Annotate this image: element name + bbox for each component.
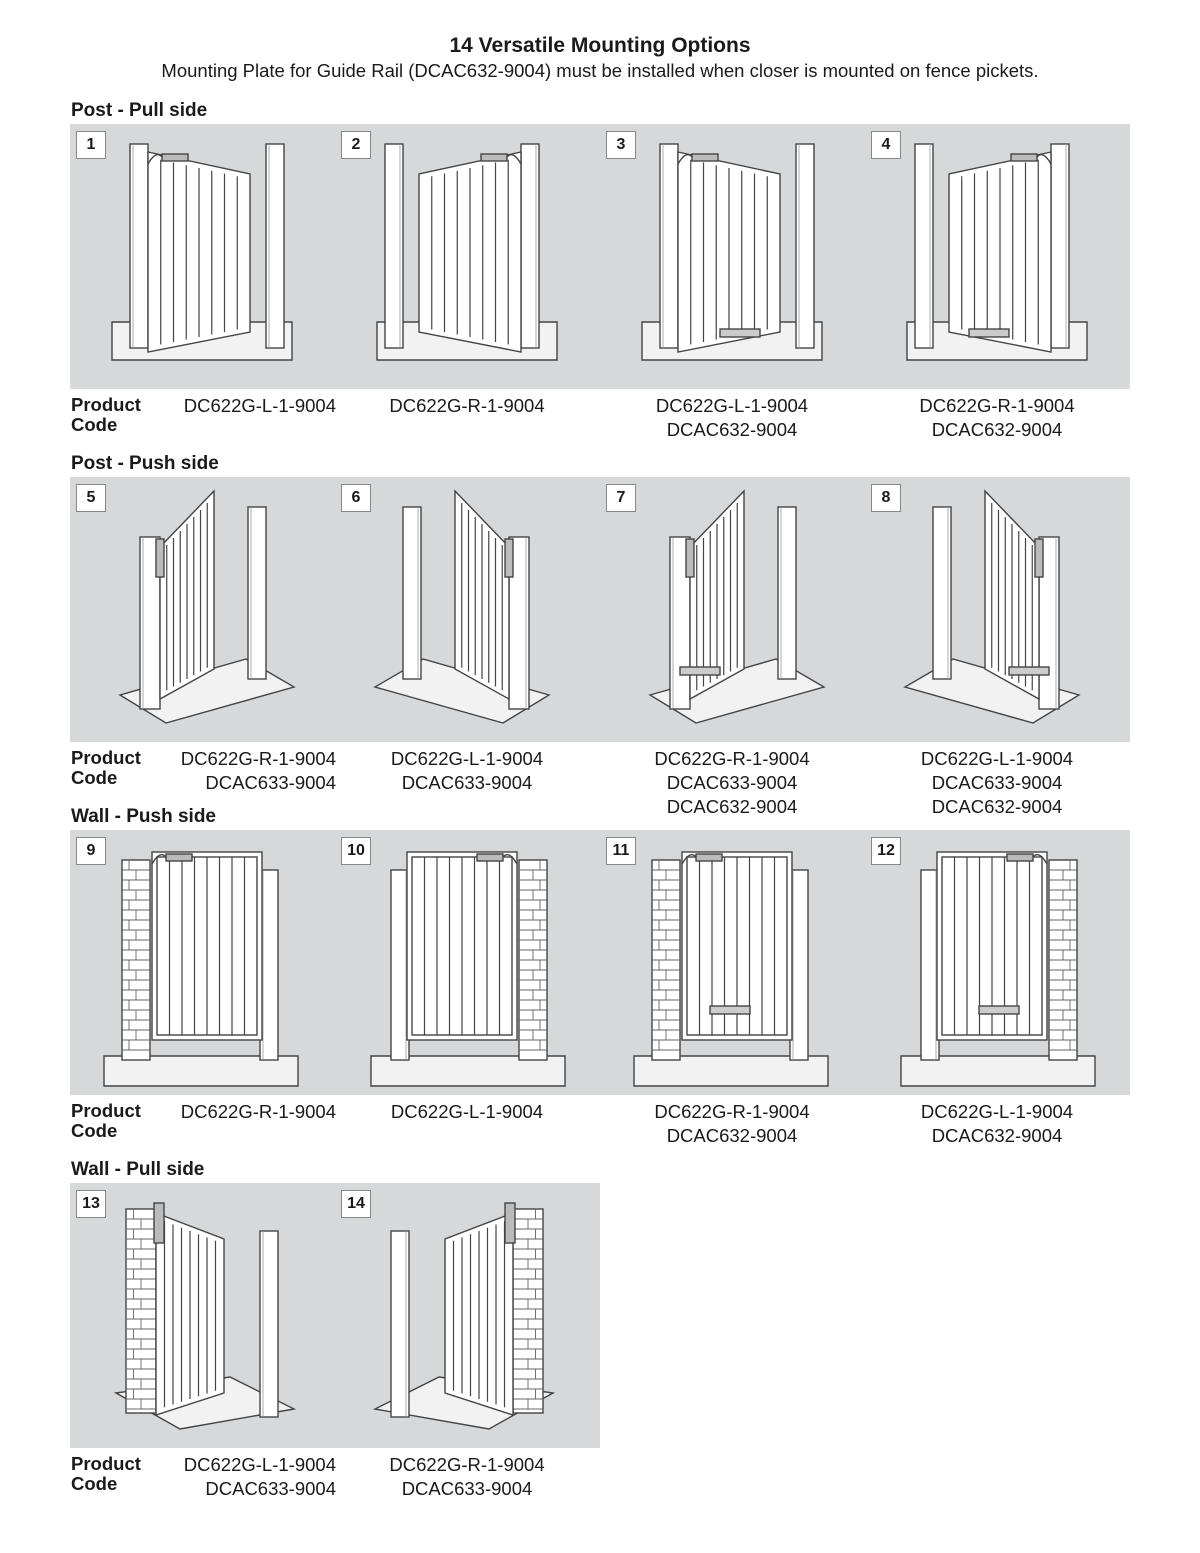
product-code: DC622G-L-1-9004 bbox=[390, 1101, 544, 1122]
product-code: DCAC632-9004 bbox=[666, 796, 798, 817]
product-code: DC622G-L-1-9004 bbox=[655, 395, 809, 416]
product-code: DC622G-R-1-9004 bbox=[389, 395, 545, 416]
option-number-badge: 10 bbox=[341, 837, 371, 865]
product-code: DCAC632-9004 bbox=[931, 419, 1063, 440]
illustration-row bbox=[70, 477, 1130, 742]
product-code-list bbox=[600, 394, 864, 442]
product-code: DCAC632-9004 bbox=[666, 1125, 798, 1146]
option-number-badge: 14 bbox=[341, 1190, 371, 1218]
option-number-badge: 7 bbox=[606, 484, 636, 512]
product-code: DC622G-R-1-9004 bbox=[654, 1101, 810, 1122]
mounting-option-illustration bbox=[600, 477, 864, 742]
option-number-badge: 1 bbox=[76, 131, 106, 159]
product-code-list bbox=[865, 394, 1129, 442]
product-code-list bbox=[600, 747, 864, 819]
product-code-label bbox=[71, 1454, 141, 1494]
section-title: Post - Push side bbox=[71, 453, 219, 474]
option-number-badge: 8 bbox=[871, 484, 901, 512]
mounting-option-illustration bbox=[70, 124, 334, 389]
product-code-list bbox=[335, 1100, 599, 1124]
product-code-label-line: Code bbox=[71, 414, 118, 435]
product-code-label-line: Product bbox=[71, 1100, 141, 1121]
mounting-option-illustration bbox=[600, 124, 864, 389]
mounting-option-illustration bbox=[865, 124, 1129, 389]
mounting-option-illustration bbox=[335, 830, 599, 1095]
option-number-badge: 9 bbox=[76, 837, 106, 865]
product-code: DCAC633-9004 bbox=[401, 772, 533, 793]
product-code: DC622G-R-1-9004 bbox=[919, 395, 1075, 416]
option-number-badge: 4 bbox=[871, 131, 901, 159]
section-title: Wall - Push side bbox=[71, 806, 216, 827]
option-number-badge: 2 bbox=[341, 131, 371, 159]
product-code-label-line: Product bbox=[71, 747, 141, 768]
section-title: Post - Pull side bbox=[71, 100, 208, 121]
product-code: DC622G-R-1-9004 bbox=[180, 748, 336, 769]
product-code: DC622G-R-1-9004 bbox=[180, 1101, 336, 1122]
product-code: DC622G-L-1-9004 bbox=[390, 748, 544, 769]
page-subtitle: Mounting Plate for Guide Rail (DCAC632-9004) must be installed when closer is mounted on fence pickets. bbox=[161, 60, 1039, 81]
product-code: DCAC632-9004 bbox=[666, 419, 798, 440]
product-code: DC622G-L-1-9004 bbox=[920, 748, 1074, 769]
mounting-option-illustration bbox=[865, 830, 1129, 1095]
product-code-label bbox=[71, 1101, 141, 1141]
product-code: DC622G-R-1-9004 bbox=[654, 748, 810, 769]
product-code-label-line: Code bbox=[71, 767, 118, 788]
product-code-list bbox=[335, 394, 599, 418]
product-code: DCAC633-9004 bbox=[205, 1478, 336, 1499]
illustration-row bbox=[70, 1183, 600, 1448]
product-code-list bbox=[865, 1100, 1129, 1148]
mounting-option-illustration bbox=[70, 477, 334, 742]
illustration-row bbox=[70, 830, 1130, 1095]
option-number-badge: 5 bbox=[76, 484, 106, 512]
product-code: DC622G-L-1-9004 bbox=[183, 395, 336, 416]
product-code: DC622G-L-1-9004 bbox=[920, 1101, 1074, 1122]
option-number-badge: 12 bbox=[871, 837, 901, 865]
mounting-option-illustration bbox=[70, 830, 334, 1095]
product-code-label-line: Product bbox=[71, 1453, 141, 1474]
illustration-row bbox=[70, 124, 1130, 389]
option-number-badge: 13 bbox=[76, 1190, 106, 1218]
product-code-label-line: Product bbox=[71, 394, 141, 415]
section-title: Wall - Pull side bbox=[71, 1159, 205, 1180]
mounting-option-illustration bbox=[335, 124, 599, 389]
option-number-badge: 6 bbox=[341, 484, 371, 512]
product-code-label-line: Code bbox=[71, 1473, 118, 1494]
product-code: DCAC632-9004 bbox=[931, 796, 1063, 817]
mounting-option-illustration bbox=[335, 477, 599, 742]
product-code-label-line: Code bbox=[71, 1120, 118, 1141]
product-code: DC622G-L-1-9004 bbox=[183, 1454, 336, 1475]
mounting-option-illustration bbox=[865, 477, 1129, 742]
product-code-list bbox=[865, 747, 1129, 819]
product-code: DCAC633-9004 bbox=[931, 772, 1063, 793]
product-code: DCAC632-9004 bbox=[931, 1125, 1063, 1146]
product-code: DC622G-R-1-9004 bbox=[389, 1454, 545, 1475]
product-code-label bbox=[71, 748, 141, 788]
product-code-list bbox=[600, 1100, 864, 1148]
product-code-label bbox=[71, 395, 141, 435]
option-number-badge: 3 bbox=[606, 131, 636, 159]
product-code-list bbox=[335, 747, 599, 795]
option-number-badge: 11 bbox=[606, 837, 636, 865]
product-code-list bbox=[335, 1453, 599, 1501]
product-code: DCAC633-9004 bbox=[666, 772, 798, 793]
mounting-option-illustration bbox=[70, 1183, 334, 1448]
product-code: DCAC633-9004 bbox=[401, 1478, 533, 1499]
mounting-option-illustration bbox=[335, 1183, 599, 1448]
product-code: DCAC633-9004 bbox=[205, 772, 336, 793]
page-title: 14 Versatile Mounting Options bbox=[449, 34, 751, 57]
mounting-option-illustration bbox=[600, 830, 864, 1095]
